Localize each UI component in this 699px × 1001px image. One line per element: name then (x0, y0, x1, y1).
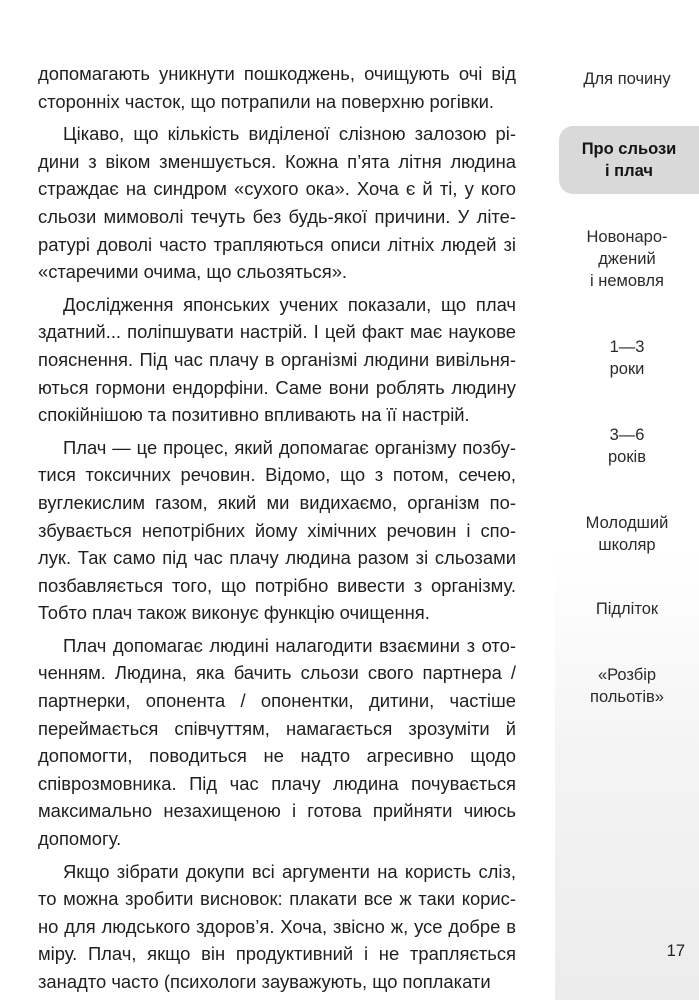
nav-item-label: Про сльози (581, 140, 677, 158)
main-text (38, 60, 516, 1001)
paragraph (38, 632, 516, 853)
text-line: то можна зробити висновок: плакати все ж таки корис- (38, 888, 516, 910)
text-line: й допомогти, поводиться не надто агресивно щодо (38, 717, 516, 767)
text-line: сльози мимоволі течуть без будь-якої причини. У літе- (38, 205, 516, 227)
nav-item-label: 1—3 (609, 338, 645, 356)
nav-item-label: Для почину (583, 70, 671, 88)
text-line: сторонніх часток, що потрапили на поверхню рогівки. (38, 90, 494, 112)
text-line: здатний... поліпшувати настрій. І цей факт має наукове (38, 321, 516, 343)
nav-item-label: Підліток (595, 600, 659, 618)
paragraph (38, 291, 516, 429)
nav-item-label: польотів» (590, 688, 664, 706)
text-line: пояснення. Під час плачу в організмі людини вивільня- (38, 348, 516, 370)
nav-item-label: і плач (605, 162, 653, 180)
text-line: в міру. Плач, якщо він продуктивний і не трапляється (38, 915, 516, 965)
nav-item-4[interactable] (555, 336, 699, 380)
chapter-navigation (555, 0, 699, 1000)
text-line: Плач допомагає людині налагодити взаємини з ото- (63, 634, 516, 656)
nav-item-6[interactable] (555, 512, 699, 556)
text-line: спокійнішою та позитивно впливають на її настрій. (38, 404, 470, 426)
text-line: збувається непотрібних йому хімічних речовин і спо- (38, 519, 516, 541)
nav-item-label: роки (609, 360, 645, 378)
text-line: ються гормони ендорфіни. Саме вони роблять людину (38, 376, 516, 398)
nav-item-1[interactable] (555, 68, 699, 90)
text-line: вуглекислим газом, який ми видихаємо, організм по- (38, 491, 516, 513)
nav-item-label: і немовля (589, 272, 664, 290)
nav-item-2[interactable] (559, 126, 699, 194)
text-line: Цікаво, що кількість виділеної слізною залозою рі- (63, 123, 516, 145)
text-line: но для людського здоров’я. Хоча, звісно ж, усе добре (38, 915, 501, 937)
nav-item-label: джений (598, 250, 656, 268)
page-number: 17 (666, 942, 685, 960)
text-line: позбавляється того, що потрібно вивести з організму. (38, 574, 516, 596)
text-line: дини з віком зменшується. Кожна п’ята літня людина (38, 150, 516, 172)
nav-item-3[interactable] (555, 226, 699, 292)
nav-item-label: Новонаро- (586, 228, 668, 246)
nav-item-label: 3—6 (609, 426, 645, 444)
text-line: партнерки, опонента / опонентки, дитини, частіше (38, 690, 516, 712)
text-line: лук. Так само під час плачу людина разом зі сльозами (38, 547, 516, 569)
text-line: ченням. Людина, яка бачить сльози свого партнера / (38, 662, 516, 684)
paragraph (38, 858, 516, 996)
nav-item-label: Молодший (585, 514, 669, 532)
text-line: занадто часто (психологи зауважують, що поплакати (38, 971, 491, 992)
nav-item-7[interactable] (555, 598, 699, 620)
nav-item-label: школяр (598, 536, 656, 554)
text-line: співрозмовника. Під час плачу людина почувається (38, 772, 516, 794)
nav-item-label: «Розбір (597, 666, 657, 684)
text-line: допомогу. (38, 828, 122, 850)
text-line: максимально незахищеною і готова прийняти чиюсь (38, 800, 516, 822)
paragraph (38, 60, 516, 115)
text-line: ратурі доволі часто трапляються описи літніх людей зі (38, 233, 516, 255)
text-line: Плач — це процес, який допомагає організму позбу- (63, 436, 516, 458)
text-line: страждає на синдром «сухого ока». Хоча є й ті, у кого (38, 178, 516, 200)
nav-item-5[interactable] (555, 424, 699, 468)
text-line: тися токсичних речовин. Відомо, що з потом, сечею, (38, 464, 516, 486)
text-line: Тобто плач також виконує функцію очищення. (38, 602, 430, 624)
paragraph (38, 434, 516, 627)
paragraph (38, 120, 516, 286)
text-line: допомагають уникнути пошкоджень, очищують очі від (38, 63, 516, 84)
text-line: «старечими очима, що сльозяться». (38, 261, 348, 283)
nav-item-8[interactable] (555, 664, 699, 708)
text-line: Дослідження японських учених показали, що плач (63, 293, 516, 315)
text-line: переймається співчуттям, намагається зрозуміти (38, 717, 490, 739)
text-line: Якщо зібрати докупи всі аргументи на користь сліз, (63, 860, 516, 882)
nav-item-label: років (607, 448, 646, 466)
